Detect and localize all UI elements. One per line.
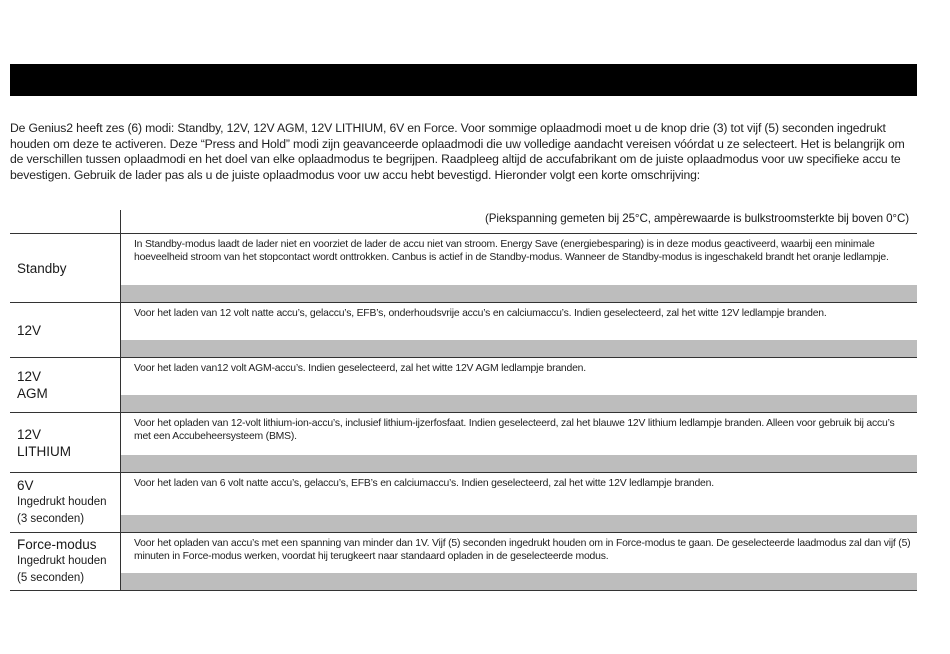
mode-name-line1: 12V xyxy=(17,426,42,442)
mode-description: Voor het opladen van accu’s met een spanning van minder dan 1V. Vijf (5) seconden ingedrukt houden om in Force-modus te gaan. De geselecteerde laadmodus zal dan vijf (5) minuten in Force-modus werken, voordat hij terugkeert naar standaard opladen in de geselecteerde modus. xyxy=(134,538,911,562)
shaded-band xyxy=(121,573,917,590)
header-bar xyxy=(10,64,917,96)
mode-description: Voor het laden van12 volt AGM-accu’s. Indien geselecteerd, zal het witte 12V AGM ledlampje branden. xyxy=(134,363,586,374)
shaded-band xyxy=(121,340,917,357)
mode-description: Voor het laden van 6 volt natte accu’s, gelaccu’s, EFB’s en calciumaccu’s. Indien geselecteerd, zal het witte 12V ledlampje branden. xyxy=(134,478,714,489)
mode-description: Voor het laden van 12 volt natte accu’s, gelaccu’s, EFB’s, onderhoudsvrije accu’s en calciumaccu’s. Indien geselecteerd, zal het witte 12V ledlampje branden. xyxy=(134,308,827,319)
mode-name xyxy=(10,234,120,302)
mode-name xyxy=(10,533,120,590)
intro-paragraph: De Genius2 heeft zes (6) modi: Standby, 12V, 12V AGM, 12V LITHIUM, 6V en Force. Voor sommige oplaadmodi moet u de knop drie (3) tot vijf (5) seconden ingedrukt houden om deze te activeren. Deze “Press and Hold” modi zijn geavanceerde oplaadmodi die uw volledige aandacht vereisen vóórdat u ze selecteert. Het is belangrijk om de verschillen tussen oplaadmodi en het doel van elke oplaadmodus te begrijpen. Raadpleeg altijd de accufabrikant om de juiste oplaadmodus voor uw specifieke accu te bevestigen. Gebruik de lader pas als u de juiste oplaadmodus voor uw accu hebt bevestigd. Hieronder volgt een korte omschrijving: xyxy=(10,121,905,182)
table-note-row xyxy=(10,210,917,233)
mode-name-line1: Force-modus xyxy=(17,537,97,552)
modes-table xyxy=(10,210,917,591)
mode-row-12v-agm xyxy=(10,357,917,412)
shaded-band xyxy=(121,285,917,302)
mode-name xyxy=(10,358,120,412)
mode-name xyxy=(10,473,120,532)
mode-name-sub1: Ingedrukt houden xyxy=(17,555,107,567)
mode-row-12v xyxy=(10,302,917,357)
mode-name-line1: 6V xyxy=(17,478,34,493)
mode-name-line1: Standby xyxy=(17,260,67,276)
mode-row-force xyxy=(10,532,917,591)
mode-row-standby xyxy=(10,233,917,302)
shaded-band xyxy=(121,455,917,472)
mode-description: In Standby-modus laadt de lader niet en voorziet de lader de accu niet van stroom. Energy Save (energiebesparing) is in deze modus geactiveerd, waarbij een minimale hoeveelheid stroom van het stopcontact wordt onttrokken. Canbus is actief in de Standby-modus. Wanneer de Standby-modus is ingeschakeld brandt het oranje ledlampje. xyxy=(134,239,889,263)
mode-name-sub1: Ingedrukt houden xyxy=(17,496,107,508)
mode-name-line2: LITHIUM xyxy=(17,443,71,459)
mode-description: Voor het opladen van 12-volt lithium-ion-accu’s, inclusief lithium-ijzerfosfaat. Indien geselecteerd, zal het blauwe 12V lithium ledlampje branden. Alleen voor gebruik bij accu’s met een Accubeheersysteem (BMS). xyxy=(134,418,895,442)
mode-row-12v-lithium xyxy=(10,412,917,472)
mode-name-sub2: (5 seconden) xyxy=(17,572,85,584)
mode-name-line1: 12V xyxy=(17,369,42,384)
mode-name xyxy=(10,413,120,472)
mode-name-line2: AGM xyxy=(17,386,48,401)
table-note: (Piekspanning gemeten bij 25°C, ampèrewaarde is bulkstroomsterkte bij boven 0°C) xyxy=(120,210,917,233)
mode-name xyxy=(10,303,120,357)
mode-name-line1: 12V xyxy=(17,322,42,338)
shaded-band xyxy=(121,515,917,532)
mode-row-6v xyxy=(10,472,917,532)
mode-name-sub2: (3 seconden) xyxy=(17,513,85,525)
shaded-band xyxy=(121,395,917,412)
